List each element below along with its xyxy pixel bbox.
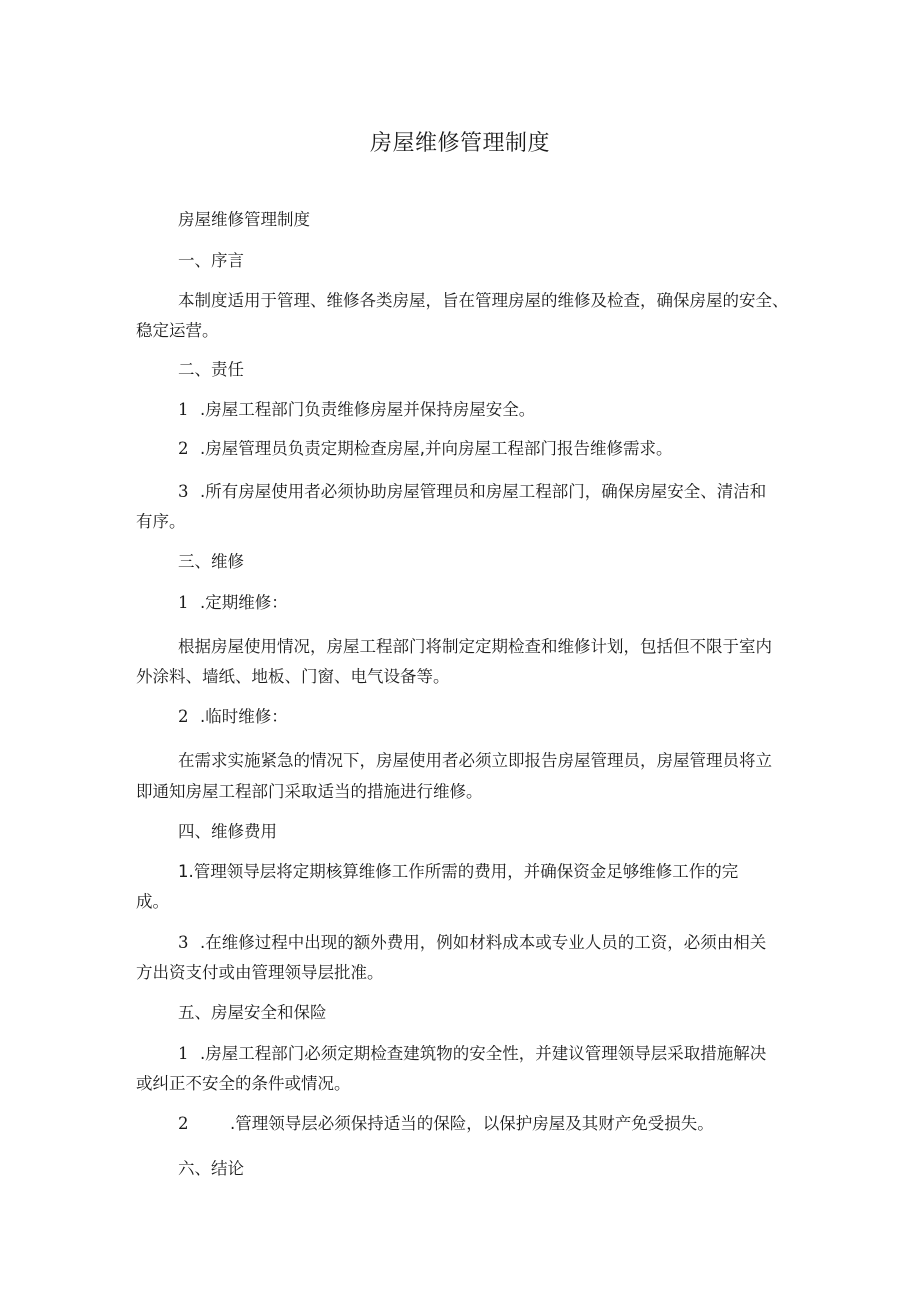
list-item-text: .房屋工程部门负责维修房屋并保持房屋安全。 (200, 400, 536, 419)
list-item-text: .在维修过程中出现的额外费用，例如材料成本或专业人员的工资，必须由相关 (200, 933, 767, 952)
list-item-text: .临时维修： (200, 707, 288, 726)
list-item-continuation: 方出资支付或由管理领导层批准。 (136, 963, 384, 982)
list-item (178, 438, 833, 460)
paragraph-line: 根据房屋使用情况，房屋工程部门将制定定期检查和维修计划，包括但不限于室内 (178, 637, 772, 656)
section-heading-maintenance-costs: 四、维修费用 (178, 822, 277, 841)
list-item: 1.管理领导层将定期核算维修工作所需的费用，并确保资金足够维修工作的完 (178, 862, 739, 881)
list-item (178, 592, 833, 614)
list-item-number: 2 (178, 707, 189, 726)
section-heading-safety-insurance: 五、房屋安全和保险 (178, 1003, 327, 1022)
list-item-number: 1 (178, 593, 189, 612)
list-item-continuation: 有序。 (136, 512, 186, 531)
list-item-text: .定期维修： (200, 593, 288, 612)
section-heading-conclusion: 六、结论 (178, 1159, 244, 1178)
list-item (178, 1113, 833, 1135)
list-item-continuation: 成。 (136, 892, 169, 911)
section-heading-maintenance: 三、维修 (178, 552, 244, 571)
document-title: 房屋维修管理制度 (369, 131, 550, 156)
list-item-number: 2 (178, 439, 189, 458)
document-subtitle: 房屋维修管理制度 (178, 210, 310, 229)
list-item (178, 481, 833, 503)
preface-paragraph-line: 稳定运营。 (136, 321, 219, 340)
section-heading-preface: 一、序言 (178, 251, 244, 270)
paragraph-line: 即通知房屋工程部门采取适当的措施进行维修。 (136, 782, 483, 801)
preface-paragraph-line: 本制度适用于管理、维修各类房屋，旨在管理房屋的维修及检查，确保房屋的安全、 (178, 291, 789, 310)
list-item-text: .管理领导层必须保持适当的保险，以保护房屋及其财产免受损失。 (230, 1114, 714, 1133)
list-item (178, 932, 833, 954)
list-item-text: .房屋工程部门必须定期检查建筑物的安全性，并建议管理领导层采取措施解决 (200, 1044, 767, 1063)
paragraph-line: 在需求实施紧急的情况下，房屋使用者必须立即报告房屋管理员，房屋管理员将立 (178, 751, 772, 770)
list-item-text: .房屋管理员负责定期检查房屋,并向房屋工程部门报告维修需求。 (200, 439, 673, 458)
list-item-number: 3 (178, 933, 189, 952)
list-item-text: .所有房屋使用者必须协助房屋管理员和房屋工程部门，确保房屋安全、清洁和 (200, 482, 767, 501)
list-item-number: 1 (178, 1044, 189, 1063)
list-item-number: 1 (178, 400, 189, 419)
list-item (178, 1043, 833, 1065)
list-item-number: 3 (178, 482, 189, 501)
section-heading-responsibility: 二、责任 (178, 360, 244, 379)
list-item-continuation: 或纠正不安全的条件或情况。 (136, 1074, 351, 1093)
list-item-number: 2 (178, 1114, 189, 1133)
list-item (178, 399, 833, 421)
list-item (178, 706, 833, 728)
paragraph-line: 外涂料、墙纸、地板、门窗、电气设备等。 (136, 667, 450, 686)
